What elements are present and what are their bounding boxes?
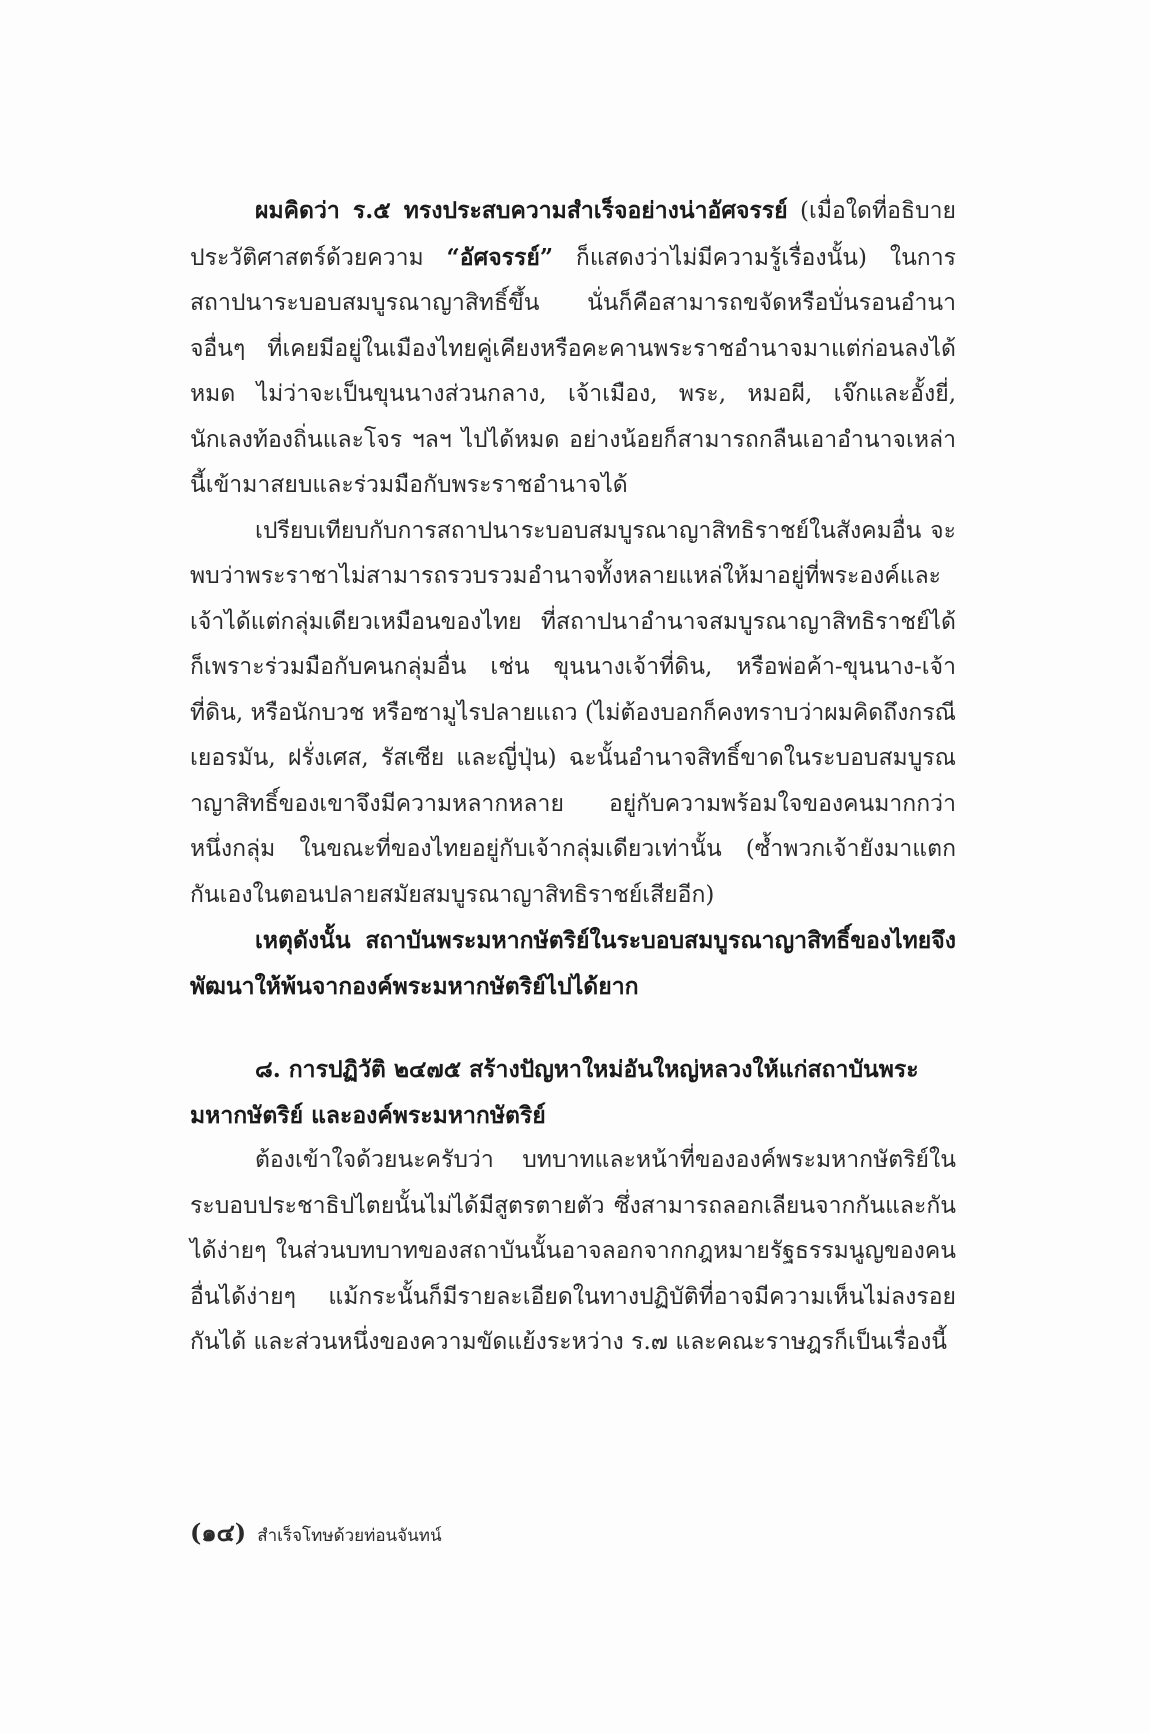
section-spacer [190,1009,956,1047]
page-number: (๑๔) [190,1518,247,1547]
paragraph-1-quoted-term: “อัศจรรย์” [446,243,554,271]
body-text [190,188,956,1366]
paragraph-1-text-a: (เมื่อใดที่อธิบายประวัติศาสตร์ด้วยความ [190,198,956,271]
paragraph-1-lead: ผมคิดว่า ร.๕ ทรงประสบความสำเร็จอย่างน่าอัศจรรย์ [255,197,788,224]
paragraph-1 [190,188,956,509]
book-title: สำเร็จโทษด้วยท่อนจันทน์ [257,1526,442,1546]
paragraph-4: ต้องเข้าใจด้วยนะครับว่า บทบาทและหน้าที่ขององค์พระมหากษัตริย์ในระบอบประชาธิปไตยนั้นไม่ได้มีสูตรตายตัว ซึ่งสามารถลอกเลียนจากกันและกันได้ง่ายๆ ในส่วนบทบาทของสถาบันนั้นอาจลอกจากกฎหมายรัฐธรรมนูญของคนอื่นได้ง่ายๆ แม้กระนั้นก็มีรายละเอียดในทางปฏิบัติที่อาจมีความเห็นไม่ลงรอยกันได้ และส่วนหนึ่งของความขัดแย้งระหว่าง ร.๗ และคณะราษฎรก็เป็นเรื่องนี้ [190,1147,956,1355]
paragraph-3: เหตุดังนั้น สถาบันพระมหากษัตริย์ในระบอบสมบูรณาญาสิทธิ์ของไทยจึงพัฒนาให้พ้นจากองค์พระมหากษัตริย์ไปได้ยาก [190,927,956,1000]
section-heading: ๘. การปฏิวัติ ๒๔๗๕ สร้างปัญหาใหม่อันใหญ่หลวงให้แก่สถาบันพระมหากษัตริย์ และองค์พระมหากษัตริย์ [190,1056,919,1129]
paragraph-2: เปรียบเทียบกับการสถาปนาระบอบสมบูรณาญาสิทธิราชย์ในสังคมอื่น จะพบว่าพระราชาไม่สามารถรวบรวมอำนาจทั้งหลายแหล่ให้มาอยู่ที่พระองค์และเจ้าได้แต่กลุ่มเดียวเหมือนของไทย ที่สถาปนาอำนาจสมบูรณาญาสิทธิราชย์ได้ก็เพราะร่วมมือกับคนกลุ่มอื่น เช่น ขุนนางเจ้าที่ดิน, หรือพ่อค้า-ขุนนาง-เจ้าที่ดิน, หรือนักบวช หรือซามูไรปลายแถว (ไม่ต้องบอกก็คงทราบว่าผมคิดถึงกรณีเยอรมัน, ฝรั่งเศส, รัสเซีย และญี่ปุ่น) ฉะนั้นอำนาจสิทธิ์ขาดในระบอบสมบูรณาญาสิทธิ์ของเขาจึงมีความหลากหลาย อยู่กับความพร้อมใจของคนมากกว่าหนึ่งกลุ่ม ในขณะที่ของไทยอยู่กับเจ้ากลุ่มเดียวเท่านั้น (ซ้ำพวกเจ้ายังมาแตกกันเองในตอนปลายสมัยสมบูรณาญาสิทธิราชย์เสียอีก) [190,517,957,908]
paragraph-1-text-b: ก็แสดงว่าไม่มีความรู้เรื่องนั้น) ในการสถาปนาระบอบสมบูรณาญาสิทธิ์ขึ้น นั่นก็คือสามารถขจัดหรือบั่นรอนอำนาจอื่นๆ ที่เคยมีอยู่ในเมืองไทยคู่เคียงหรือคะคานพระราชอำนาจมาแต่ก่อนลงได้หมด ไม่ว่าจะเป็นขุนนางส่วนกลาง, เจ้าเมือง, พระ, หมอผี, เจ๊กและอั้งยี่, นักเลงท้องถิ่นและโจร ฯลฯ ไปได้หมด อย่างน้อยก็สามารถกลืนเอาอำนาจเหล่านี้เข้ามาสยบและร่วมมือกับพระราชอำนาจได้ [190,244,956,498]
page-footer [190,1513,442,1552]
